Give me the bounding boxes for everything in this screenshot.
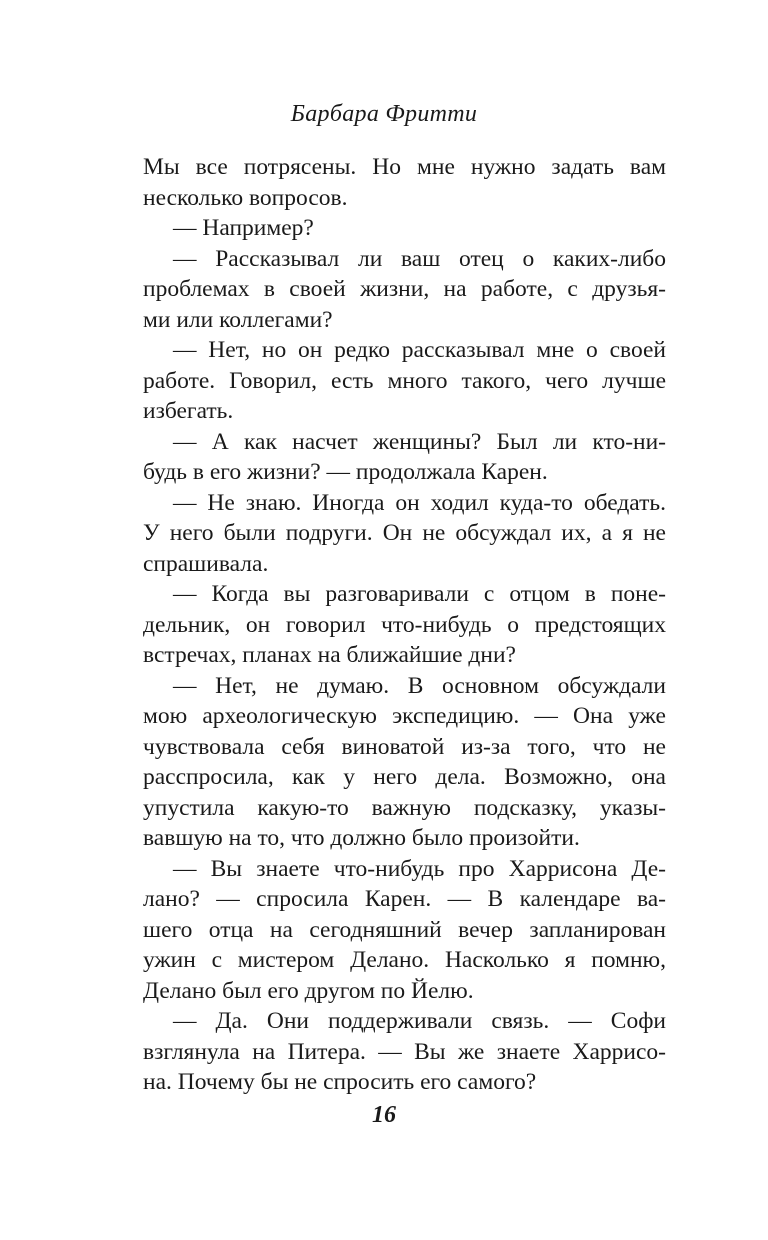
- text-line: избегать.: [143, 398, 234, 424]
- text-line: Мы все потрясены. Но мне нужно задать вам: [143, 154, 666, 180]
- text-line: взглянула на Питера. — Вы же знаете Харрисо-: [143, 1038, 666, 1065]
- text-line: — Нет, не думаю. В основном обсуждали: [173, 672, 666, 699]
- text-line: — Когда вы разговаривали с отцом в поне-: [173, 581, 666, 607]
- text-line: Делано был его другом по Йелю.: [143, 977, 474, 1004]
- text-line: — Да. Они поддерживали связь. — Софи: [173, 1008, 666, 1034]
- running-header-author: Барбара Фритти: [290, 101, 478, 127]
- text-line: будь в его жизни? — продолжала Карен.: [143, 459, 548, 485]
- text-line: встречах, планах на ближайшие дни?: [143, 642, 516, 668]
- text-line: — Нет, но он редко рассказывал мне о своей: [173, 337, 666, 363]
- text-line: — Вы знаете что-нибудь про Харрисона Де-: [173, 855, 666, 882]
- text-line: — Рассказывал ли ваш отец о каких-либо: [173, 245, 666, 272]
- text-line: чувствовала себя виноватой из-за того, что не: [143, 733, 666, 760]
- text-line: ужин с мистером Делано. Насколько я помню,: [143, 947, 666, 973]
- text-line: мою археологическую экспедицию. — Она уже: [143, 703, 666, 729]
- text-line: упустила какую-то важную подсказку, указы-: [143, 794, 666, 821]
- text-line: расспросила, как у него дела. Возможно, она: [143, 764, 666, 790]
- text-line: лано? — спросила Карен. — В календаре ва-: [143, 886, 666, 912]
- text-line: — А как насчет женщины? Был ли кто-ни-: [173, 428, 666, 455]
- body-text: [143, 152, 666, 1098]
- text-line: шего отца на сегодняшний вечер запланирован: [143, 916, 666, 943]
- text-line: вавшую на то, что должно было произойти.: [143, 825, 580, 851]
- text-line: дельник, он говорил что-нибудь о предстоящих: [143, 611, 666, 638]
- text-line: У него были подруги. Он не обсуждал их, а я не: [143, 520, 666, 546]
- text-line: на. Почему бы не спросить его самого?: [143, 1069, 537, 1095]
- text-line: работе. Говорил, есть много такого, чего лучше: [143, 367, 666, 394]
- text-line: — Не знаю. Иногда он ходил куда-то обедать.: [173, 489, 666, 516]
- text-line: спрашивала.: [143, 550, 269, 577]
- text-line: проблемах в своей жизни, на работе, с друзья-: [143, 276, 666, 302]
- page-number: 16: [372, 1102, 396, 1128]
- text-line: — Например?: [173, 215, 314, 241]
- text-line: ми или коллегами?: [143, 306, 333, 333]
- text-line: несколько вопросов.: [143, 184, 348, 211]
